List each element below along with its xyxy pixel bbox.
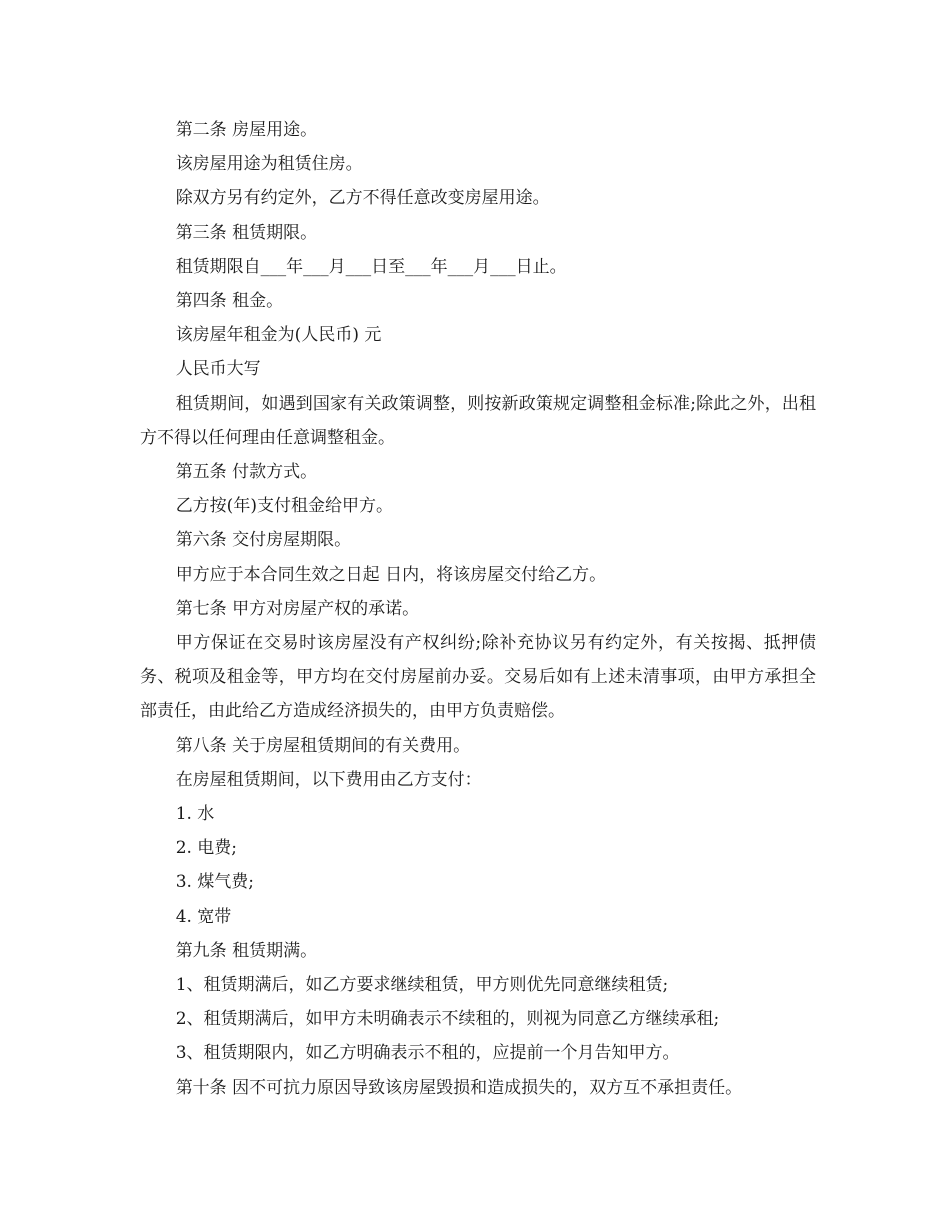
clause-5-text: 乙方按(年)支付租金给甲方。 (175, 496, 393, 517)
clause-2-text: 该房屋用途为租赁住房。 (175, 154, 363, 175)
clause-2-text: 除双方另有约定外，乙方不得任意改变房屋用途。 (175, 188, 550, 209)
list-item: 3、租赁期限内，如乙方明确表示不租的，应提前一个月告知甲方。 (175, 1043, 680, 1064)
clause-6-heading: 第六条 交付房屋期限。 (175, 530, 352, 551)
clause-2-heading: 第二条 房屋用途。 (175, 120, 318, 140)
clause-7-heading: 第七条 甲方对房屋产权的承诺。 (175, 598, 420, 619)
clause-4-text: 人民币大写 (175, 359, 261, 380)
clause-8-text: 在房屋租赁期间，以下费用由乙方支付： (175, 769, 482, 790)
list-item: 4. 宽带 (175, 906, 232, 927)
list-item: 2、租赁期满后，如甲方未明确表示不续租的，则视为同意乙方继续承租; (175, 1009, 720, 1030)
clause-4-text: 租赁期间，如遇到国家有关政策调整，则按新政策规定调整租金标准;除此之外，出租方不得以任何理由任意调整租金。 (140, 393, 816, 448)
document-page (140, 113, 816, 1105)
clause-3-text: 租赁期限自___年___月___日至___年___月___日止。 (175, 256, 567, 277)
list-item: 3. 煤气费; (175, 872, 255, 893)
list-item: 2. 电费; (175, 838, 238, 859)
clause-9-heading: 第九条 租赁期满。 (175, 940, 318, 961)
clause-6-text: 甲方应于本合同生效之日起 日内，将该房屋交付给乙方。 (175, 564, 607, 585)
clause-7-text: 甲方保证在交易时该房屋没有产权纠纷;除补充协议另有约定外，有关按揭、抵押债务、税项及租金等，甲方均在交付房屋前办妥。交易后如有上述未清事项，由甲方承担全部责任，由此给乙方造成经济损失的，由甲方负责赔偿。 (140, 633, 816, 722)
clause-4-heading: 第四条 租金。 (175, 291, 284, 312)
clause-3-heading: 第三条 租赁期限。 (175, 222, 318, 243)
list-item: 1、租赁期满后，如乙方要求继续租赁，甲方则优先同意继续租赁; (175, 975, 669, 996)
clause-8-heading: 第八条 关于房屋租赁期间的有关费用。 (175, 735, 471, 756)
clause-5-heading: 第五条 付款方式。 (175, 462, 318, 483)
clause-10-text: 第十条 因不可抗力原因导致该房屋毁损和造成损失的，双方互不承担责任。 (175, 1077, 743, 1098)
clause-4-text: 该房屋年租金为(人民币) 元 (175, 325, 382, 346)
list-item: 1. 水 (175, 804, 215, 825)
